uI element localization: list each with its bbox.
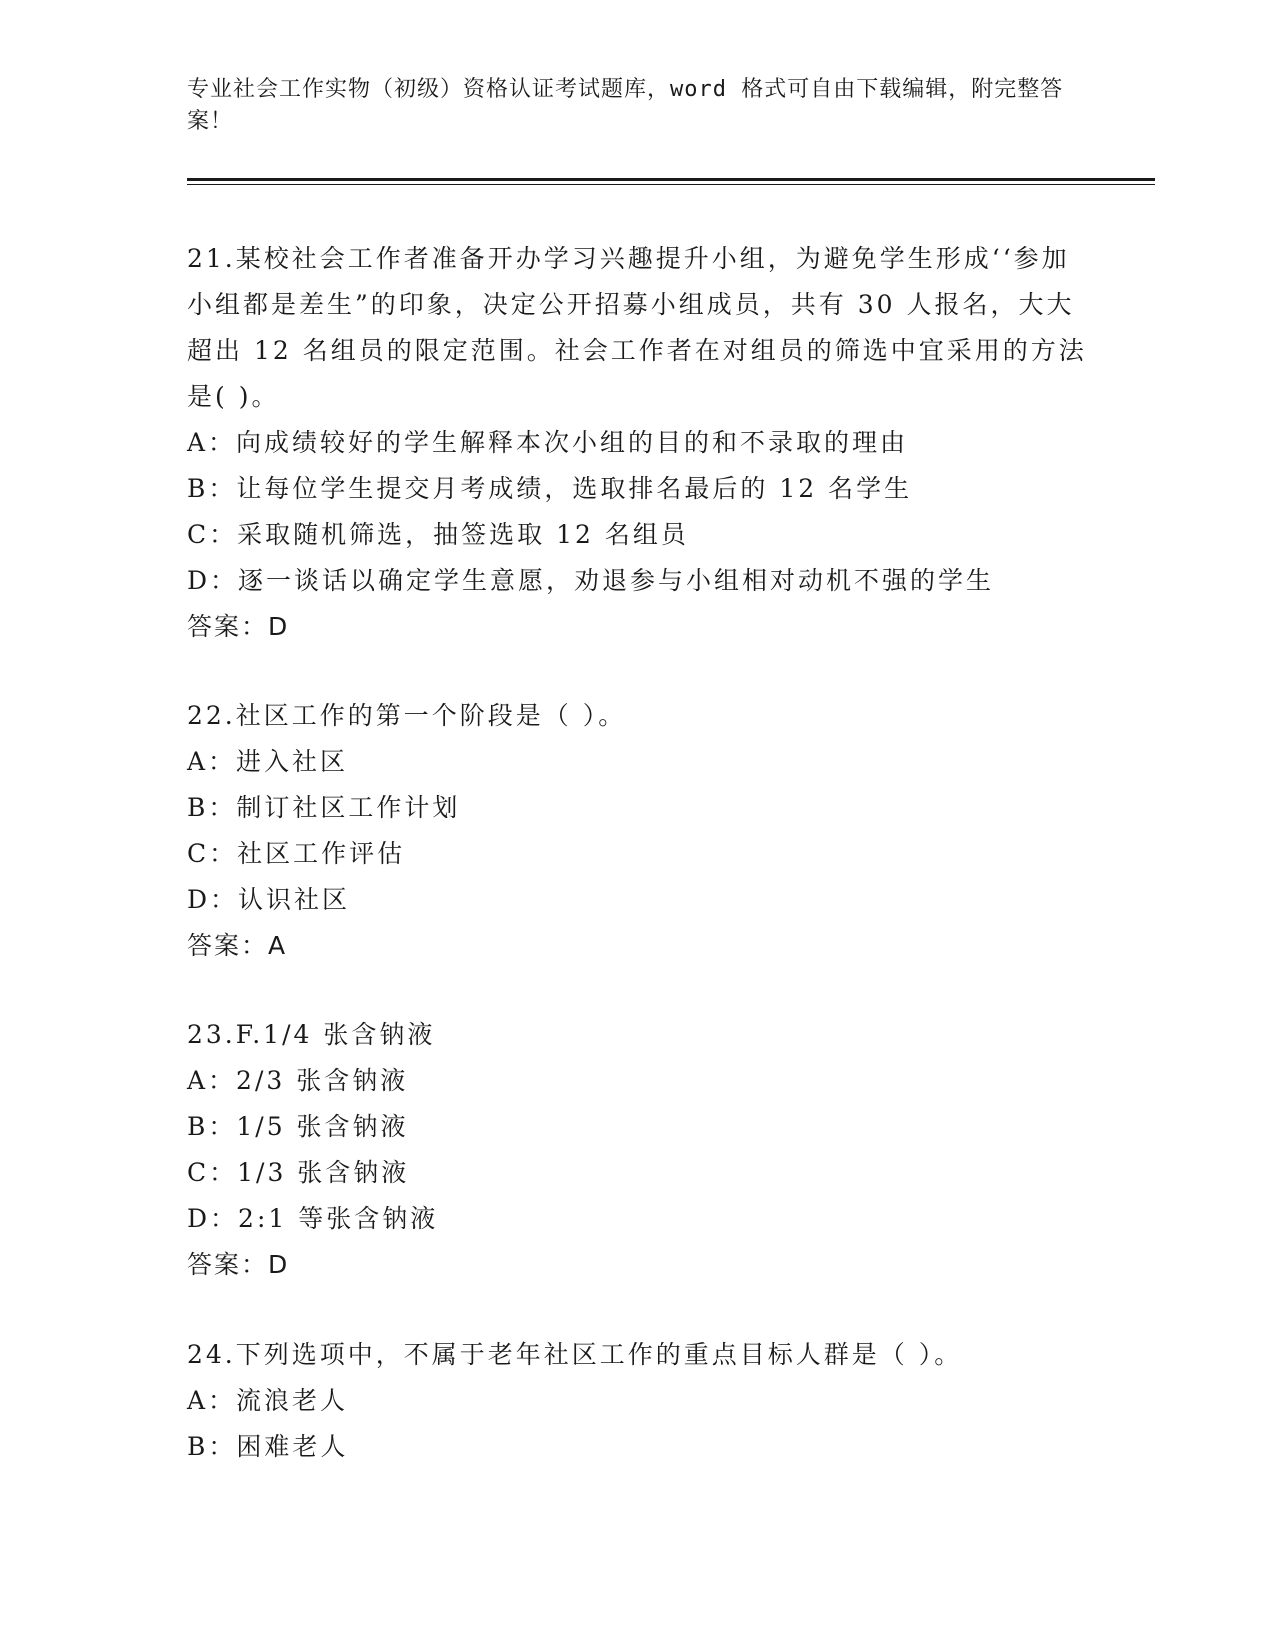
answer-text: 答案：A <box>187 931 288 960</box>
option-b: B：让每位学生提交月考成绩，选取排名最后的 12 名学生 <box>187 474 913 503</box>
question-23 <box>187 1012 1087 1288</box>
option-c: C：采取随机筛选，抽签选取 12 名组员 <box>187 520 689 549</box>
question-stem: 24.下列选项中，不属于老年社区工作的重点目标人群是（ ）。 <box>187 1340 963 1369</box>
header-divider-thin <box>187 184 1155 185</box>
header-divider-thick <box>187 178 1155 181</box>
question-stem: 22.社区工作的第一个阶段是（ ）。 <box>187 701 627 730</box>
question-24 <box>187 1332 1087 1470</box>
option-b: B：困难老人 <box>187 1432 349 1461</box>
option-a: A：向成绩较好的学生解释本次小组的目的和不录取的理由 <box>187 428 909 457</box>
option-d: D：认识社区 <box>187 885 351 914</box>
option-c: C：1/3 张含钠液 <box>187 1158 410 1187</box>
question-stem: 23.F.1/4 张含钠液 <box>187 1020 436 1049</box>
option-b: B：1/5 张含钠液 <box>187 1112 409 1141</box>
option-a: A：2/3 张含钠液 <box>187 1066 409 1095</box>
answer-text: 答案：D <box>187 1250 290 1279</box>
option-a: A：流浪老人 <box>187 1386 349 1415</box>
option-a: A：进入社区 <box>187 747 349 776</box>
option-d: D：逐一谈话以确定学生意愿，劝退参与小组相对动机不强的学生 <box>187 566 995 595</box>
answer-text: 答案：D <box>187 612 290 641</box>
question-22 <box>187 693 1087 969</box>
page-header-text: 专业社会工作实物（初级）资格认证考试题库，word 格式可自由下载编辑，附完整答案！ <box>187 77 1064 134</box>
question-stem: 21.某校社会工作者准备开办学习兴趣提升小组，为避免学生形成‘‘参加小组都是差生”的印象，决定公开招募小组成员，共有 30 人报名，大大超出 12 名组员的限定范围。社会工作者在对组员的筛选中宜采用的方法是( )。 <box>187 244 1087 411</box>
question-21 <box>187 236 1087 650</box>
option-b: B：制订社区工作计划 <box>187 793 461 822</box>
option-c: C：社区工作评估 <box>187 839 406 868</box>
option-d: D：2:1 等张含钠液 <box>187 1204 439 1233</box>
